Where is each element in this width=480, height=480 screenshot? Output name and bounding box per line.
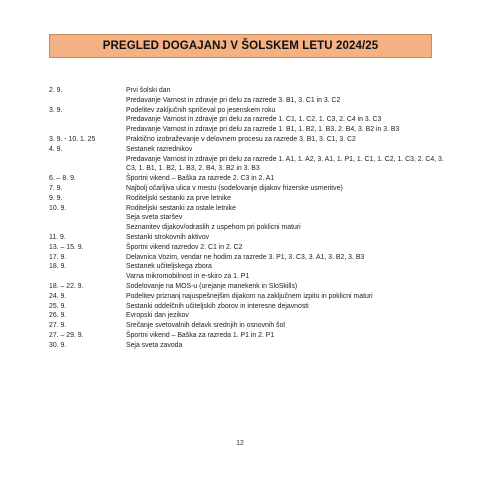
event-text: Praktično izobraževanje v delovnem procesu za razrede 3. B1, 3. C1, 3. C2 [126,135,356,143]
event-row [49,194,444,204]
page-title-box [49,34,432,58]
event-date: 27. – 29. 9. [49,331,84,339]
event-row [49,243,444,253]
event-date [49,213,126,223]
event-date [49,125,126,135]
event-text: Srečanje svetovalnih delavk srednjih in osnovnih šol [126,322,285,330]
event-row [49,86,444,96]
event-date: 9. 9. [49,194,63,202]
event-text: Predavanje Varnost in zdravje pri delu za razrede 1. A1, 1. A2, 3. A1, 1. P1, 1. C1, 1. C2, 1. C3, 2. C4, 3. C3, 1. B1, 1. B2, 1. B3, 2. B4, 3. B2 in 3. B3 [126,155,444,173]
event-text: Delavnica Vozim, vendar ne hodim za razrede 3. P1, 3. C3, 3. A1, 3. B2, 3. B3 [126,253,365,261]
event-text: Sestanki oddelčnih učiteljskih zborov in interesne dejavnosti [126,302,309,310]
event-text: Seznanitev dijakov/odraslih z uspehom pri poklicni maturi [126,224,301,232]
event-row [49,213,444,223]
event-row [49,341,444,351]
event-date: 30. 9. [49,341,67,349]
event-date: 13. – 15. 9. [49,243,84,251]
event-row [49,282,444,292]
event-row [49,106,444,116]
event-row [49,272,444,282]
event-text: Seja sveta staršev [126,214,183,222]
event-date: 18. 9. [49,263,67,271]
event-row [49,174,444,184]
event-date [49,223,126,233]
event-row [49,115,444,125]
event-list [49,86,444,351]
event-text: Predavanje Varnost in zdravje pri delu za razrede 3. B1, 3. C1 in 3. C2 [126,96,341,104]
event-text: Najbolj očarljiva ulica v mestu (sodelovanje dijakov frizerske usmeritve) [126,184,343,192]
event-text: Prvi šolski dan [126,87,171,94]
event-text: Predavanje Varnost in zdravje pri delu za razrede 1. C1, 1. C2, 1. C3, 2. C4 in 3. C3 [126,116,382,124]
event-text: Športni vikend razredov 2. C1 in 2. C2 [126,243,243,251]
event-date: 27. 9. [49,322,67,330]
event-row [49,184,444,194]
event-row [49,233,444,243]
event-text: Športni vikend – Baška za razreda 1. P1 in 2. P1 [126,331,275,339]
event-text: Predavanje Varnost in zdravje pri delu za razrede 1. B1, 1. B2, 1. B3, 2. B4, 3. B2 in 3. B3 [126,126,400,134]
event-row [49,331,444,341]
page-title: PREGLED DOGAJANJ V ŠOLSKEM LETU 2024/25 [102,40,379,52]
event-row [49,204,444,214]
event-text: Sodelovanje na MOS-u (urejanje manekenk in SloSkills) [126,282,298,290]
event-date: 2. 9. [49,87,63,94]
event-row [49,145,444,155]
event-date [49,96,126,106]
event-date: 18. – 22. 9. [49,282,84,290]
event-date [49,155,126,175]
event-date: 3. 9. - 10. 1. 25 [49,135,96,143]
event-text: Seja sveta zavoda [126,341,183,349]
event-row [49,223,444,233]
event-text: Varna mikromobilnost in e-skiro za 1. P1 [126,273,250,281]
event-text: Roditeljski sestanki za ostale letnike [126,204,236,212]
event-text: Športni vikend – Baška za razrede 2. C3 in 2. A1 [126,175,275,183]
event-row [49,253,444,263]
event-date: 6. – 8. 9. [49,175,76,183]
event-date: 11. 9. [49,233,66,241]
event-date: 26. 9. [49,312,67,320]
event-text: Podelitev priznanj najuspešnejšim dijakom na zaključnem izpitu in poklicni maturi [126,292,373,300]
event-text: Evropski dan jezikov [126,312,189,320]
event-row [49,292,444,302]
event-row [49,125,444,135]
event-row [49,96,444,106]
event-row [49,311,444,321]
event-text: Sestanek učiteljskega zbora [126,263,212,271]
event-date [49,115,126,125]
event-row [49,321,444,331]
event-date: 25. 9. [49,302,67,310]
event-row [49,262,444,272]
page-number: 12 [236,440,244,447]
event-date [49,272,126,282]
event-date: 7. 9. [49,184,63,192]
event-row [49,302,444,312]
event-text: Sestanki strokovnih aktivov [126,233,210,241]
event-text: Sestanek razrednikov [126,145,193,153]
event-text: Podelitev zaključnih spričeval po jesenskem roku [126,106,276,114]
event-row [49,135,444,145]
event-text: Roditeljski sestanki za prve letnike [126,194,231,202]
event-date: 17. 9. [49,253,67,261]
event-date: 24. 9. [49,292,67,300]
event-date: 3. 9. [49,106,63,114]
event-date: 10. 9. [49,204,67,212]
event-row [49,155,444,175]
event-date: 4. 9. [49,145,63,153]
